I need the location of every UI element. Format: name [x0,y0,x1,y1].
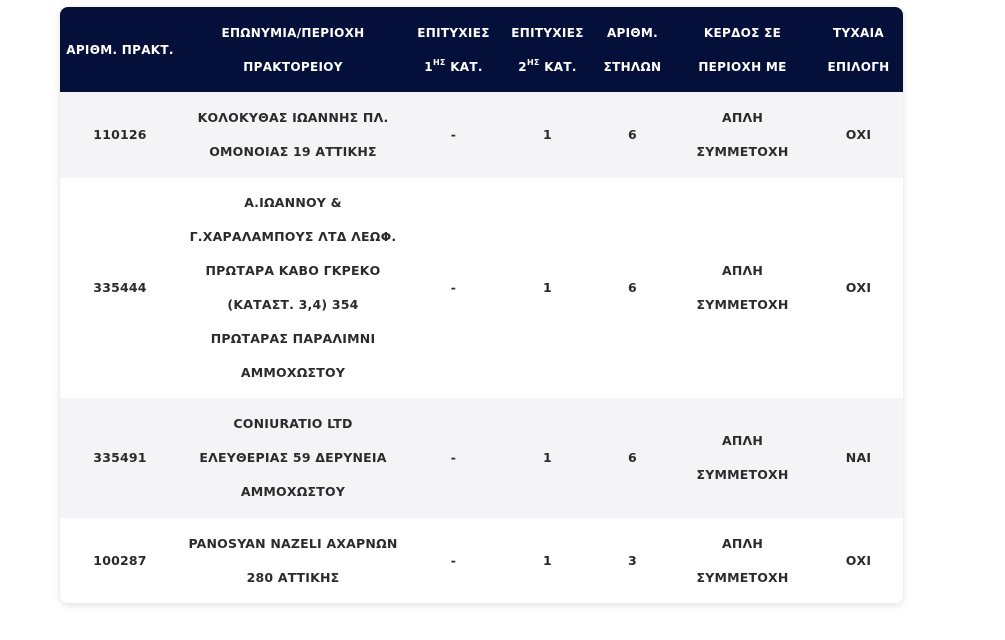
cell-code: 110126 [60,92,180,178]
cell-profit: ΑΠΛΗ ΣΥΜΜΕΤΟΧΗ [671,398,814,518]
cell-wins-1st: - [406,398,501,518]
cell-wins-2nd: 1 [501,92,594,178]
cell-wins-1st: - [406,178,501,398]
cell-wins-1st: - [406,518,501,603]
cell-name: CONIURATIO LTD ΕΛΕΥΘΕΡΙΑΣ 59 ΔΕΡΥΝΕΙΑ ΑΜΜΟΧΩΣΤΟΥ [180,398,406,518]
cell-columns: 6 [594,398,671,518]
table-row [60,178,903,398]
header-name: ΕΠΩΝΥΜΙΑ/ΠΕΡΙΟΧΗ ΠΡΑΚΤΟΡΕΙΟΥ [180,7,406,92]
cell-wins-2nd: 1 [501,518,594,603]
cell-code: 335444 [60,178,180,398]
header-code: ΑΡΙΘΜ. ΠΡΑΚΤ. [60,7,180,92]
cell-wins-2nd: 1 [501,178,594,398]
cell-name: PANOSYAN NAZELI ΑΧΑΡΝΩΝ 280 ΑΤΤΙΚΗΣ [180,518,406,603]
cell-wins-1st: - [406,92,501,178]
header-columns: ΑΡΙΘΜ. ΣΤΗΛΩΝ [594,7,671,92]
header-profit: ΚΕΡΔΟΣ ΣΕ ΠΕΡΙΟΧΗ ΜΕ [671,7,814,92]
cell-columns: 6 [594,178,671,398]
table-row [60,398,903,518]
cell-code: 335491 [60,398,180,518]
cell-random: ΟΧΙ [814,518,903,603]
cell-random: ΟΧΙ [814,178,903,398]
cell-name: Α.ΙΩΑΝΝΟΥ & Γ.ΧΑΡΑΛΑΜΠΟΥΣ ΛΤΔ ΛΕΩΦ. ΠΡΩΤΑΡΑ ΚΑΒΟ ΓΚΡΕΚΟ (ΚΑΤΑΣΤ. 3,4) 354 ΠΡΩΤΑΡΑΣ ΠΑΡΑΛΙΜΝΙ ΑΜΜΟΧΩΣΤΟΥ [180,178,406,398]
table-header-row [60,7,903,92]
cell-random: ΝΑΙ [814,398,903,518]
cell-profit: ΑΠΛΗ ΣΥΜΜΕΤΟΧΗ [671,518,814,603]
cell-random: ΟΧΙ [814,92,903,178]
cell-profit: ΑΠΛΗ ΣΥΜΜΕΤΟΧΗ [671,92,814,178]
winners-table [60,7,903,603]
cell-name: ΚΟΛΟΚΥΘΑΣ ΙΩΑΝΝΗΣ ΠΛ. ΟΜΟΝΟΙΑΣ 19 ΑΤΤΙΚΗΣ [180,92,406,178]
cell-columns: 3 [594,518,671,603]
header-wins-2nd: ΕΠΙΤΥΧΙΕΣ $2^{H\Sigma}$ ΚΑΤ. [501,7,594,92]
cell-profit: ΑΠΛΗ ΣΥΜΜΕΤΟΧΗ [671,178,814,398]
header-wins-1st: ΕΠΙΤΥΧΙΕΣ $1^{H\Sigma}$ ΚΑΤ. [406,7,501,92]
table-row [60,92,903,178]
cell-columns: 6 [594,92,671,178]
cell-code: 100287 [60,518,180,603]
header-random: ΤΥΧΑΙΑ ΕΠΙΛΟΓΗ [814,7,903,92]
winners-table-card [60,7,903,603]
cell-wins-2nd: 1 [501,398,594,518]
table-row [60,518,903,603]
